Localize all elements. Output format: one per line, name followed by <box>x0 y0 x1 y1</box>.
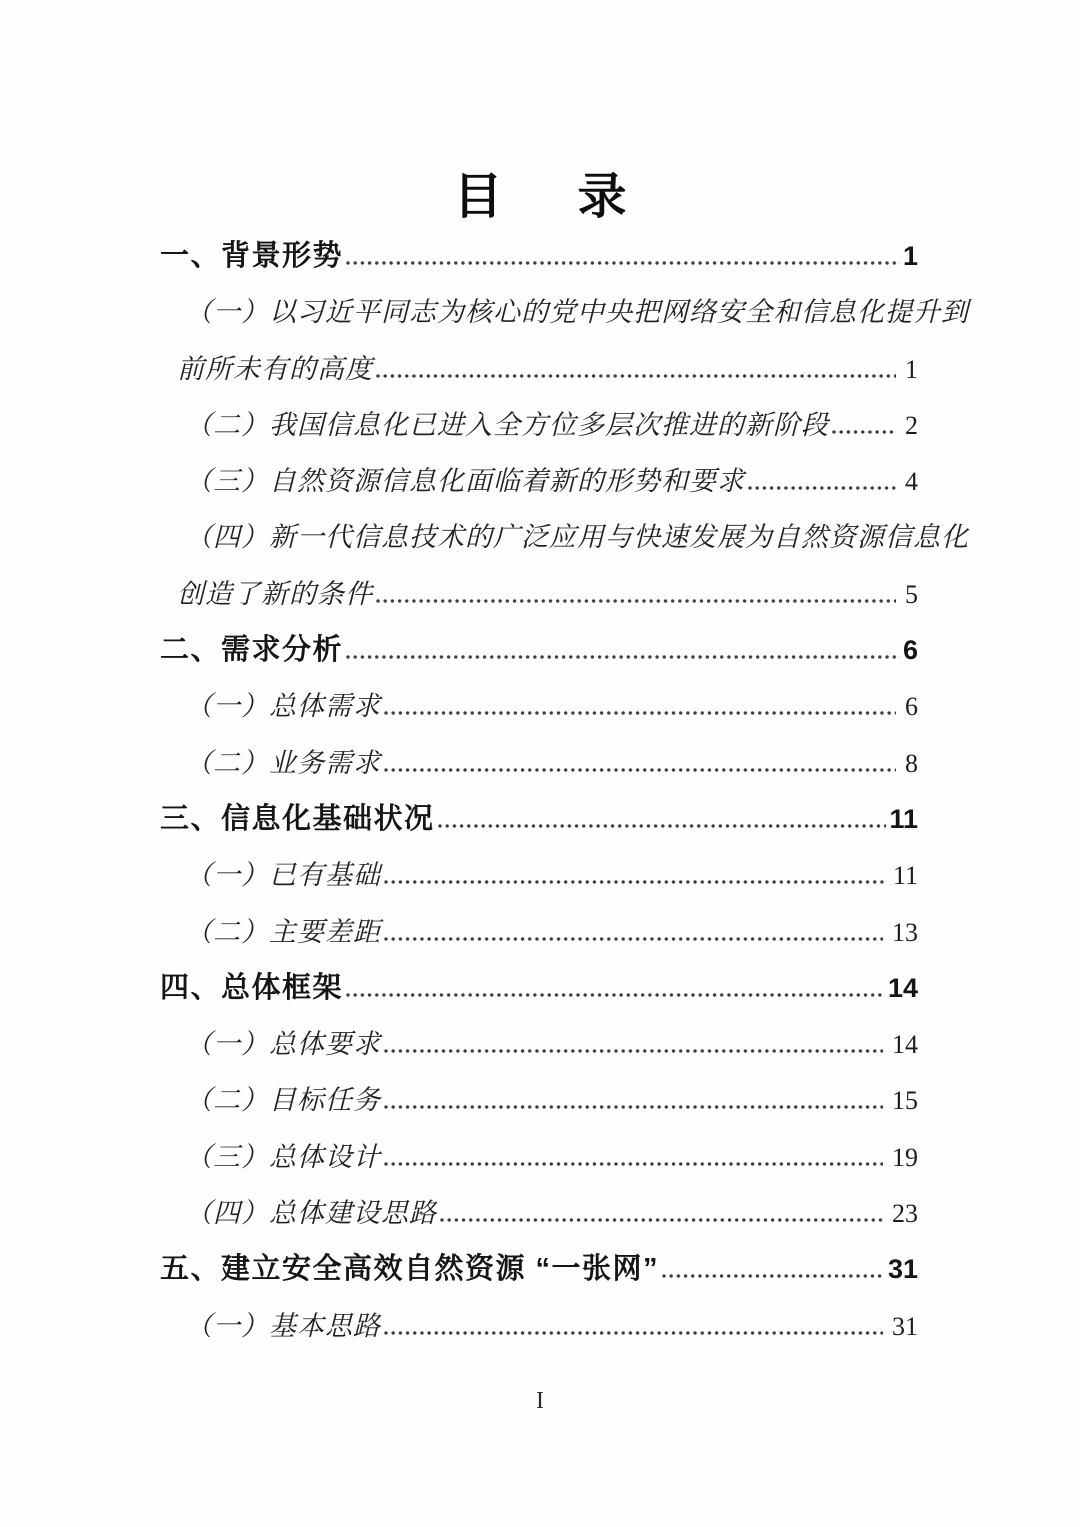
footer-page-number: I <box>536 1388 544 1414</box>
toc-entry-label: 四、总体框架 <box>160 971 344 1004</box>
toc-entry-section <box>160 1016 918 1072</box>
toc-entry-page-number: 1 <box>902 241 918 271</box>
toc-entry-section <box>160 1129 918 1185</box>
toc-entry-label: 三、信息化基础状况 <box>160 802 435 835</box>
toc-entry-page-number: 23 <box>892 1199 918 1229</box>
toc-entry-label: 五、建立安全高效自然资源 “一张网” <box>160 1253 660 1286</box>
toc-entry-label: （三）自然资源信息化面临着新的形势和要求 <box>185 466 745 497</box>
toc-entry-section <box>160 904 918 960</box>
dot-leader <box>376 599 896 603</box>
toc-entry-label: （二）业务需求 <box>185 747 381 778</box>
dot-leader <box>384 1331 883 1335</box>
toc-entry-label: 前所未有的高度 <box>177 353 373 384</box>
toc-entry-section-wrap-line <box>160 509 969 565</box>
toc-entry-page-number: 15 <box>892 1086 918 1116</box>
toc-entry-page-number: 14 <box>892 1030 918 1060</box>
dot-leader <box>438 824 887 828</box>
toc-entry-label: （一）总体需求 <box>185 691 381 722</box>
dot-leader <box>376 374 896 378</box>
toc-entry-section <box>160 1298 918 1354</box>
dot-leader <box>384 1162 883 1166</box>
toc-entry-page-number: 1 <box>905 354 918 384</box>
toc-entry-section <box>160 678 918 734</box>
dot-leader <box>384 768 896 772</box>
dot-leader <box>384 880 884 884</box>
toc-entry-chapter-1 <box>160 228 918 284</box>
toc-entry-continuation-line <box>160 566 918 622</box>
dot-leader <box>384 1049 883 1053</box>
toc-entry-section-wrap-line <box>160 284 969 340</box>
toc-entry-label: （四）总体建设思路 <box>185 1198 437 1229</box>
toc-entry-section <box>160 1072 918 1128</box>
dot-leader <box>440 1218 883 1222</box>
page-title: 目 录 <box>453 170 640 224</box>
toc-entry-label: （三）总体设计 <box>185 1141 381 1172</box>
toc-entry-label: （一）以习近平同志为核心的党中央把网络安全和信息化提升到 <box>185 297 969 328</box>
toc-entry-label: （一）已有基础 <box>185 860 381 891</box>
toc-entry-section <box>160 735 918 791</box>
toc-entry-page-number: 2 <box>905 410 918 440</box>
toc-entry-page-number: 8 <box>905 748 918 778</box>
toc-entry-page-number: 5 <box>905 579 918 609</box>
toc-entry-continuation-line <box>160 341 918 397</box>
dot-leader <box>346 993 885 997</box>
toc-entry-page-number: 4 <box>905 467 918 497</box>
dot-leader <box>346 655 900 659</box>
toc-entry-section <box>160 453 918 509</box>
toc-entry-page-number: 11 <box>889 803 918 834</box>
toc-entry-page-number: 31 <box>892 1311 918 1341</box>
toc-entry-page-number: 6 <box>905 692 918 722</box>
toc-entry-page-number: 31 <box>887 1254 918 1285</box>
toc-entry-label: 一、背景形势 <box>160 240 344 272</box>
toc-entry-section <box>160 397 918 453</box>
toc-entry-page-number: 14 <box>887 972 918 1003</box>
toc-entry-label: 二、需求分析 <box>160 634 344 667</box>
table-of-contents <box>160 228 969 1354</box>
toc-entry-page-number: 19 <box>892 1142 918 1172</box>
toc-entry-label: 创造了新的条件 <box>177 578 373 609</box>
toc-entry-page-number: 6 <box>902 635 918 666</box>
toc-entry-label: （二）主要差距 <box>185 916 381 947</box>
dot-leader <box>384 937 883 941</box>
dot-leader <box>384 1105 883 1109</box>
toc-entry-chapter-5 <box>160 1241 918 1297</box>
toc-entry-chapter-3 <box>160 791 918 847</box>
toc-entry-page-number: 11 <box>892 861 918 891</box>
toc-entry-chapter-4 <box>160 960 918 1016</box>
toc-entry-chapter-2 <box>160 622 918 678</box>
toc-entry-label: （一）总体要求 <box>185 1029 381 1060</box>
toc-entry-label: （二）我国信息化已进入全方位多层次推进的新阶段 <box>185 409 829 440</box>
dot-leader <box>832 430 896 434</box>
dot-leader <box>346 261 900 265</box>
toc-entry-page-number: 13 <box>892 917 918 947</box>
toc-entry-label: （四）新一代信息技术的广泛应用与快速发展为自然资源信息化 <box>185 522 969 553</box>
dot-leader <box>384 711 896 715</box>
toc-entry-label: （二）目标任务 <box>185 1085 381 1116</box>
toc-entry-section <box>160 1185 918 1241</box>
toc-entry-label: （一）基本思路 <box>185 1310 381 1341</box>
dot-leader <box>748 486 896 490</box>
toc-entry-section <box>160 847 918 903</box>
dot-leader <box>662 1274 885 1278</box>
